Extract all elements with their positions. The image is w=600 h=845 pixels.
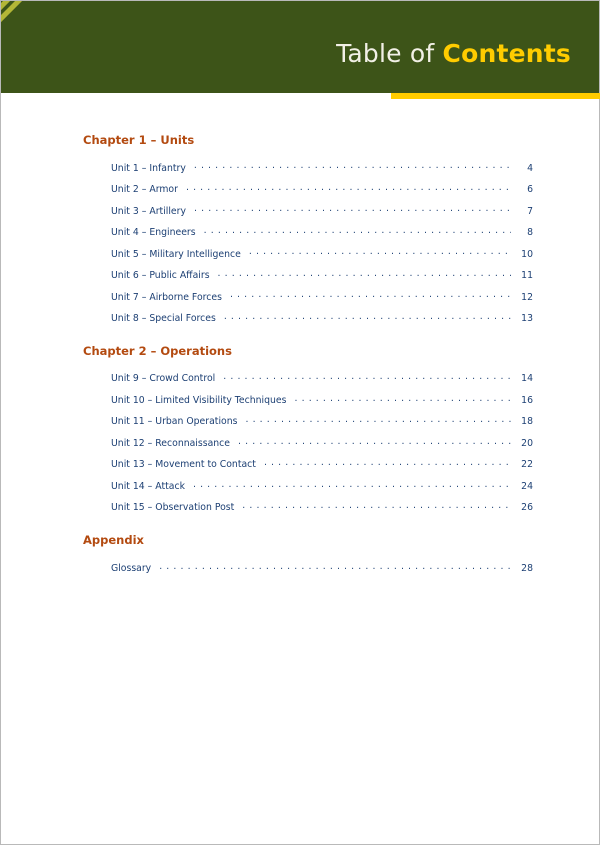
toc-leader-dots: [186, 182, 511, 192]
toc-entry[interactable]: [111, 220, 533, 241]
toc-entry-page-number: 10: [521, 248, 533, 260]
toc-entry-page-number: 13: [521, 312, 533, 324]
toc-leader-dots: [193, 479, 511, 489]
toc-entry-label: Unit 9 – Crowd Control: [111, 373, 216, 385]
toc-entry-label: Unit 12 – Reconnaissance: [111, 437, 231, 449]
toc-entry-page-number: 12: [521, 291, 533, 303]
toc-leader-dots: [264, 457, 511, 467]
toc-entry-page-number: 16: [521, 394, 533, 406]
page-title: [336, 39, 571, 68]
toc-leader-dots: [218, 268, 511, 278]
toc-leader-dots: [294, 393, 511, 403]
toc-entry[interactable]: [111, 306, 533, 327]
toc-section: [83, 533, 533, 577]
toc-entry[interactable]: [111, 367, 533, 388]
toc-leader-dots: [159, 561, 511, 571]
toc-entry-page-number: 28: [521, 562, 533, 574]
toc-entry-page-number: 8: [527, 227, 533, 239]
toc-entry-label: Unit 1 – Infantry: [111, 162, 186, 174]
toc-entry-label: Unit 5 – Military Intelligence: [111, 248, 241, 260]
toc-entry-page-number: 6: [527, 184, 533, 196]
toc-entry-page-number: 4: [527, 162, 533, 174]
toc-entry-label: Unit 3 – Artillery: [111, 205, 186, 217]
toc-entry[interactable]: [111, 199, 533, 220]
toc-section-title: Appendix: [83, 533, 144, 548]
toc-entry[interactable]: [111, 156, 533, 177]
toc-entry-list: [83, 367, 533, 517]
toc-entry-label: Glossary: [111, 562, 152, 574]
toc-entry-label: Unit 13 – Movement to Contact: [111, 459, 256, 471]
page-header: [1, 1, 599, 93]
toc-entry-label: Unit 14 – Attack: [111, 480, 185, 492]
toc-entry[interactable]: [111, 556, 533, 577]
toc-leader-dots: [245, 414, 511, 424]
toc-entry-list: [83, 556, 533, 577]
toc-entry-label: Unit 11 – Urban Operations: [111, 416, 238, 428]
toc-entry[interactable]: [111, 263, 533, 284]
toc-leader-dots: [194, 161, 511, 171]
toc-entry-page-number: 22: [521, 459, 533, 471]
toc-section-title: Chapter 1 – Units: [83, 133, 195, 147]
toc-entry[interactable]: [111, 410, 533, 431]
toc-entry-page-number: 24: [521, 480, 533, 492]
toc-leader-dots: [223, 371, 511, 381]
stripe: [1, 1, 67, 93]
toc-entry-label: Unit 7 – Airborne Forces: [111, 291, 222, 303]
toc-entry-page-number: 7: [527, 205, 533, 217]
toc-section: [83, 133, 533, 328]
toc-entry-label: Unit 2 – Armor: [111, 184, 178, 196]
toc-leader-dots: [238, 436, 511, 446]
toc-entry[interactable]: [111, 177, 533, 198]
toc-entry[interactable]: [111, 496, 533, 517]
toc-entry-page-number: 20: [521, 437, 533, 449]
toc-leader-dots: [224, 311, 511, 321]
toc-entry-label: Unit 8 – Special Forces: [111, 312, 216, 324]
toc-section-title: Chapter 2 – Operations: [83, 343, 232, 358]
diagonal-stripes-decoration: [1, 1, 151, 93]
toc-entry[interactable]: [111, 388, 533, 409]
page-title-bold: Contents: [442, 39, 571, 68]
toc-entry-label: Unit 6 – Public Affairs: [111, 270, 210, 282]
toc-entry-label: Unit 15 – Observation Post: [111, 502, 235, 514]
toc-entry[interactable]: [111, 242, 533, 263]
stripe: [1, 1, 79, 93]
toc-section: [83, 344, 533, 517]
table-of-contents: [1, 99, 600, 594]
toc-entry-page-number: 14: [521, 373, 533, 385]
toc-entry-label: Unit 4 – Engineers: [111, 227, 196, 239]
stripe: [1, 1, 55, 93]
toc-leader-dots: [230, 290, 511, 300]
toc-entry-page-number: 11: [521, 270, 533, 282]
toc-leader-dots: [242, 500, 511, 510]
toc-entry-list: [83, 156, 533, 328]
page-title-light: Table of: [336, 39, 443, 68]
toc-leader-dots: [194, 204, 511, 214]
toc-entry[interactable]: [111, 431, 533, 452]
toc-entry[interactable]: [111, 474, 533, 495]
toc-entry-page-number: 18: [521, 416, 533, 428]
toc-leader-dots: [204, 225, 511, 235]
toc-entry-label: Unit 10 – Limited Visibility Techniques: [111, 394, 287, 406]
toc-leader-dots: [249, 247, 511, 257]
toc-entry[interactable]: [111, 453, 533, 474]
toc-entry-page-number: 26: [521, 502, 533, 514]
toc-entry[interactable]: [111, 285, 533, 306]
